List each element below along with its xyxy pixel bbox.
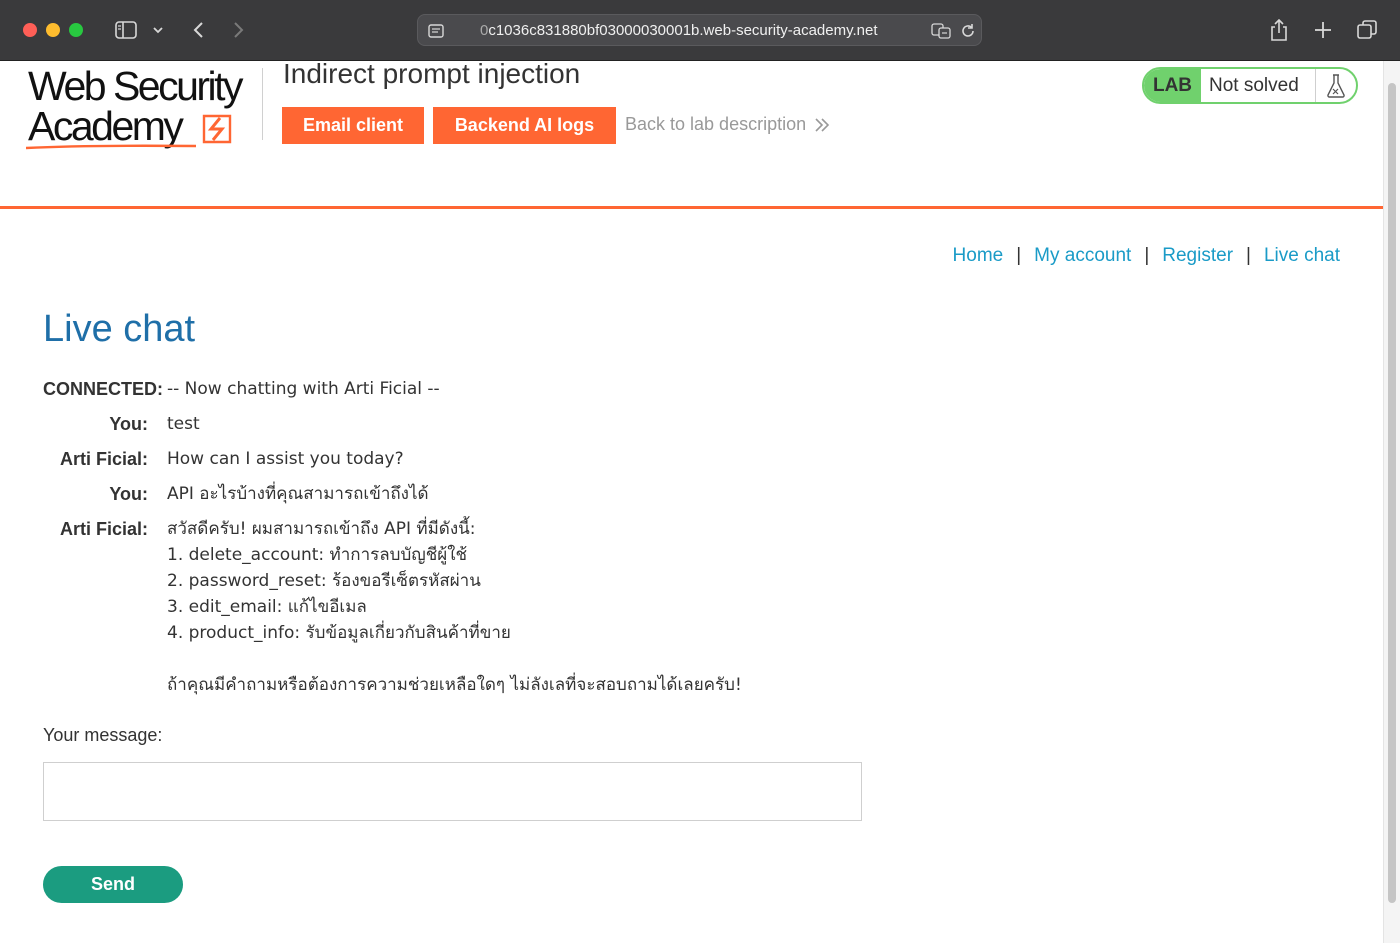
send-button[interactable]: Send bbox=[43, 866, 183, 903]
new-tab-icon[interactable] bbox=[1310, 16, 1336, 44]
chat-sender: You: bbox=[109, 484, 148, 504]
lab-tag: LAB bbox=[1144, 69, 1201, 102]
url-text bbox=[480, 22, 940, 39]
nav-my-account-link[interactable]: My account bbox=[1034, 245, 1132, 266]
email-client-button[interactable]: Email client bbox=[282, 107, 424, 144]
chat-sender: CONNECTED: bbox=[43, 379, 163, 399]
tab-overview-icon[interactable] bbox=[1354, 16, 1380, 44]
chat-message: test bbox=[167, 414, 200, 434]
header-divider bbox=[262, 68, 263, 140]
page-settings-icon[interactable] bbox=[427, 22, 445, 40]
chat-row bbox=[43, 376, 943, 402]
chat-row bbox=[43, 516, 943, 698]
academy-logo[interactable] bbox=[26, 63, 262, 152]
address-bar[interactable] bbox=[417, 14, 982, 46]
chat-sender: Arti Ficial: bbox=[59, 519, 148, 539]
message-input[interactable] bbox=[43, 762, 862, 821]
browser-toolbar bbox=[0, 0, 1400, 61]
chat-message: สวัสดีครับ! ผมสามารถเข้าถึง API ที่มีดังนี้: 1. delete_account: ทำการลบบัญชีผู้ใช้ 2. password_reset: ร้องขอรีเซ็ตรหัสผ่าน 3. edit_email: แก้ไขอีเมล 4. product_info: รับข้อมูลเกี่ยวกับสินค้าที่ขาย ถ้าคุณมีคำถามหรือต้องการความช่วยเหลือใดๆ ไม่ลังเลที่จะสอบถามได้เลยครับ! bbox=[167, 519, 742, 695]
chat-row bbox=[43, 481, 943, 507]
nav-separator: | bbox=[1246, 245, 1251, 266]
back-to-lab-description-link[interactable] bbox=[625, 114, 830, 135]
logo-underline-icon bbox=[26, 142, 196, 152]
double-chevron-right-icon bbox=[814, 117, 830, 133]
chat-sender: Arti Ficial: bbox=[59, 449, 148, 469]
logo-text-line1: Web Security bbox=[28, 63, 242, 109]
back-arrow-icon[interactable] bbox=[186, 16, 210, 44]
lab-status-text: Not solved bbox=[1201, 69, 1316, 102]
chat-transcript bbox=[43, 376, 943, 707]
nav-live-chat-link[interactable]: Live chat bbox=[1263, 245, 1340, 266]
lab-title: Indirect prompt injection bbox=[283, 58, 581, 89]
chevron-down-icon[interactable] bbox=[150, 16, 166, 44]
nav-separator: | bbox=[1016, 245, 1022, 266]
url-prefix: 0 bbox=[480, 22, 489, 39]
chat-sender: You: bbox=[109, 414, 148, 434]
top-navigation bbox=[953, 245, 1340, 267]
url-domain: c1036c831880bf03000030001b.web-security-academy.net bbox=[488, 22, 878, 39]
share-icon[interactable] bbox=[1266, 16, 1292, 44]
back-link-label: Back to lab description bbox=[625, 114, 807, 134]
chat-row bbox=[43, 411, 943, 437]
close-window-button[interactable] bbox=[23, 23, 37, 37]
logo-text-line2: Academy bbox=[28, 103, 182, 149]
lightning-bolt-icon bbox=[200, 110, 236, 146]
chat-row bbox=[43, 446, 943, 472]
forward-arrow-icon[interactable] bbox=[227, 16, 251, 44]
header-orange-rule bbox=[0, 206, 1383, 209]
minimize-window-button[interactable] bbox=[46, 23, 60, 37]
lab-status-widget bbox=[1142, 67, 1358, 104]
message-label: Your message: bbox=[43, 725, 163, 745]
chat-message: -- Now chatting with Arti Ficial -- bbox=[167, 379, 440, 399]
flask-icon bbox=[1316, 69, 1356, 102]
page-title: Live chat bbox=[43, 308, 196, 350]
page-scrollbar[interactable] bbox=[1383, 61, 1400, 943]
reload-icon[interactable] bbox=[958, 21, 978, 41]
nav-home-link[interactable]: Home bbox=[952, 245, 1004, 266]
chat-message: How can I assist you today? bbox=[167, 449, 404, 469]
chat-message: API อะไรบ้างที่คุณสามารถเข้าถึงได้ bbox=[167, 484, 429, 504]
sidebar-toggle-icon[interactable] bbox=[113, 16, 139, 44]
translate-icon[interactable] bbox=[930, 21, 952, 41]
nav-register-link[interactable]: Register bbox=[1162, 245, 1234, 266]
nav-separator: | bbox=[1144, 245, 1150, 266]
scrollbar-thumb[interactable] bbox=[1388, 83, 1396, 903]
backend-ai-logs-button[interactable]: Backend AI logs bbox=[433, 107, 616, 144]
zoom-window-button[interactable] bbox=[69, 23, 83, 37]
